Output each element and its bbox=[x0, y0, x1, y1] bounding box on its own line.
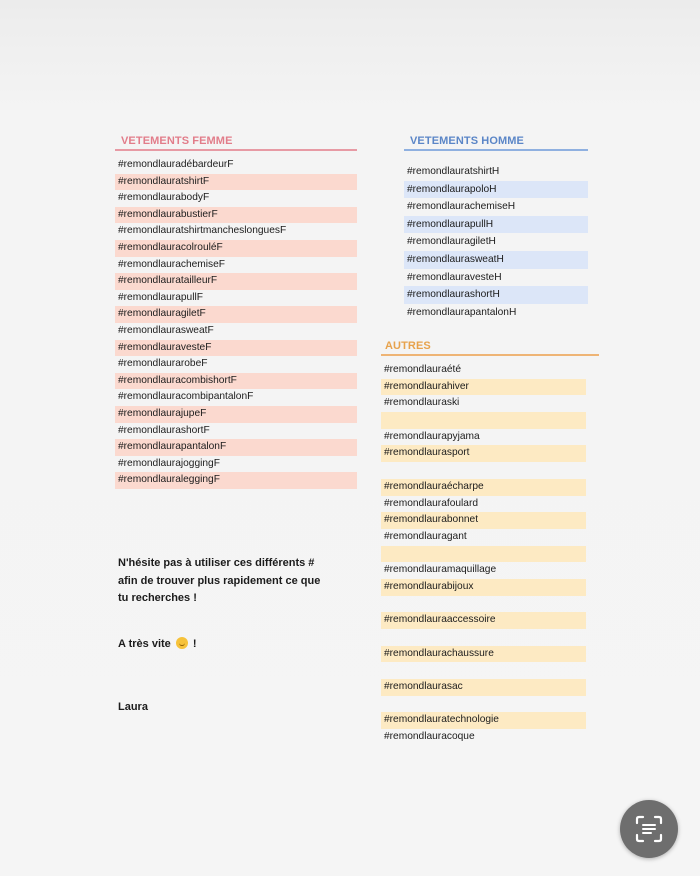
info-message bbox=[118, 555, 378, 608]
hashtag-item: #remondlauratshirtF bbox=[115, 174, 357, 191]
hashtag-item: #remondlaurajoggingF bbox=[118, 457, 220, 469]
text-scan-icon bbox=[635, 815, 663, 843]
hashtag-item: #remondlaurapantalonH bbox=[407, 306, 517, 318]
hashtag-item: #remondlauracombipantalonF bbox=[118, 391, 254, 403]
hashtag-item: #remondlaurasweatF bbox=[118, 324, 214, 336]
greeting-suffix: ! bbox=[192, 638, 197, 650]
hashtag-item: #remondlauratechnologie bbox=[381, 712, 586, 729]
hashtag-item: #remondlaurasac bbox=[381, 679, 586, 696]
empty-row bbox=[381, 596, 586, 613]
hashtag-item: #remondlaurapullH bbox=[404, 216, 588, 234]
other-hashtag-list bbox=[381, 362, 586, 746]
hashtag-item: #remondlaurapoloH bbox=[404, 181, 588, 199]
hashtag-item: #remondlaurapyjama bbox=[384, 430, 480, 442]
women-hashtag-list bbox=[115, 157, 357, 489]
hashtag-item: #remondlaurashortF bbox=[118, 424, 210, 436]
hashtag-item: #remondlauravesteF bbox=[115, 340, 357, 357]
hashtag-item: #remondlaurabodyF bbox=[118, 192, 210, 204]
hashtag-item: #remondlauravesteH bbox=[407, 271, 502, 283]
hashtag-item: #remondlauratshirtH bbox=[407, 166, 500, 177]
hashtag-item: #remondlaurapullF bbox=[118, 291, 203, 303]
empty-row bbox=[381, 662, 586, 679]
hashtag-item: #remondlauraski bbox=[384, 397, 460, 409]
hashtag-item: #remondlauramaquillage bbox=[384, 564, 497, 576]
hashtag-item: #remondlauratailleurF bbox=[115, 273, 357, 290]
hashtag-item: #remondlauragiletH bbox=[407, 236, 496, 248]
men-clothing-heading: VETEMENTS HOMME bbox=[404, 135, 588, 151]
men-hashtag-list bbox=[404, 163, 588, 321]
hashtag-item: #remondlaurabustierF bbox=[115, 207, 357, 224]
hashtag-item: #remondlaurajupeF bbox=[115, 406, 357, 423]
hashtag-item: #remondlauraété bbox=[384, 364, 462, 375]
message-line: afin de trouver plus rapidement ce que bbox=[118, 574, 321, 587]
hashtag-item: #remondlaurachemiseH bbox=[407, 201, 516, 213]
hashtag-item: #remondlauraécharpe bbox=[381, 479, 586, 496]
men-clothing-section bbox=[404, 135, 588, 321]
empty-row bbox=[381, 696, 586, 713]
hashtag-item: #remondlaurasport bbox=[381, 445, 586, 462]
empty-row bbox=[381, 462, 586, 479]
hashtag-item: #remondlauracombishortF bbox=[115, 373, 357, 390]
hashtag-item: #remondlaurabonnet bbox=[381, 512, 586, 529]
hashtag-item: #remondlauratshirtmancheslonguesF bbox=[118, 225, 287, 237]
hashtag-item: #remondlaurahiver bbox=[381, 379, 586, 396]
message-line: tu recherches ! bbox=[118, 592, 197, 604]
hashtag-item: #remondlaurapantalonF bbox=[115, 439, 357, 456]
hashtag-item: #remondlaurasweatH bbox=[404, 251, 588, 269]
greeting bbox=[118, 637, 197, 650]
smiling-face-icon bbox=[176, 637, 188, 649]
message-line: N'hésite pas à utiliser ces différents # bbox=[118, 557, 315, 569]
hashtag-item: #remondlauragiletF bbox=[115, 306, 357, 323]
greeting-text: A très vite bbox=[118, 638, 171, 650]
hashtag-item: #remondlauragant bbox=[384, 530, 467, 542]
hashtag-item: #remondlauradébardeurF bbox=[118, 159, 234, 170]
empty-row bbox=[381, 629, 586, 646]
hashtag-item: #remondlaurachaussure bbox=[381, 646, 586, 663]
women-clothing-heading: VETEMENTS FEMME bbox=[115, 135, 357, 151]
hashtag-item: #remondlauraleggingF bbox=[115, 472, 357, 489]
empty-row bbox=[381, 412, 586, 429]
hashtag-item: #remondlauracoque bbox=[384, 731, 475, 743]
hashtag-item: #remondlaurarobeF bbox=[118, 358, 208, 370]
women-clothing-section bbox=[115, 135, 357, 489]
signature: Laura bbox=[118, 701, 148, 713]
other-heading: AUTRES bbox=[381, 340, 599, 356]
empty-row bbox=[381, 546, 586, 563]
hashtag-item: #remondlaurabijoux bbox=[381, 579, 586, 596]
other-section bbox=[381, 340, 599, 746]
hashtag-item: #remondlaurashortH bbox=[404, 286, 588, 304]
hashtag-item: #remondlaurafoulard bbox=[384, 497, 479, 509]
hashtag-item: #remondlaurachemiseF bbox=[118, 258, 226, 270]
hashtag-item: #remondlauracolrouléF bbox=[115, 240, 357, 257]
text-scan-button[interactable] bbox=[620, 800, 678, 858]
hashtag-item: #remondlauraaccessoire bbox=[381, 612, 586, 629]
